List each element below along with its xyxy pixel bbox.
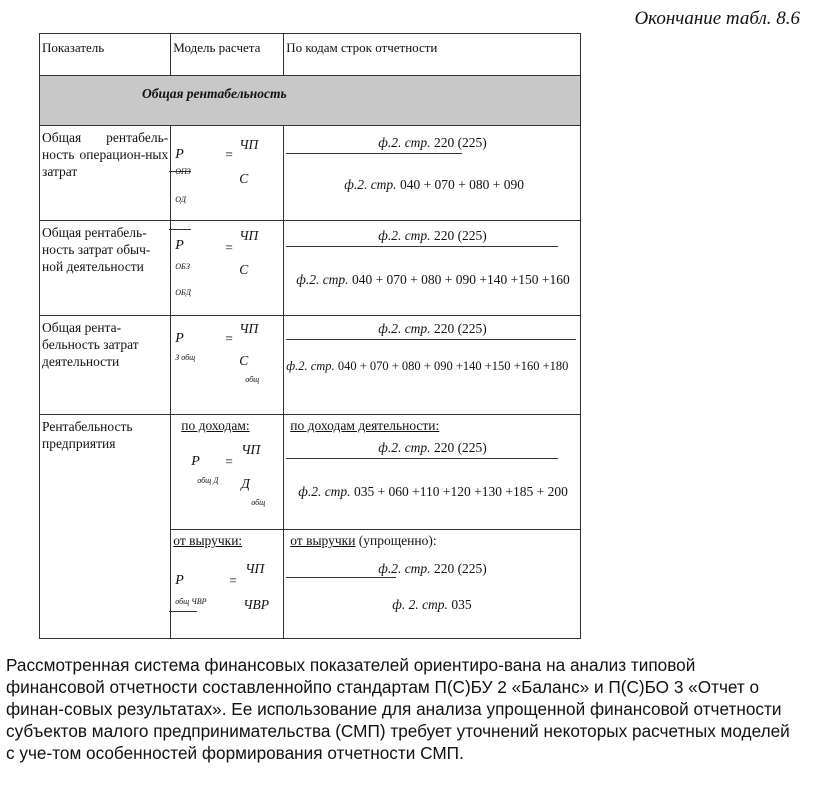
indicator-cell: Общая рента-бельность затрат деятельности: [40, 316, 171, 415]
formula: [173, 129, 281, 217]
codes-formula: [286, 129, 578, 217]
den-codes: 040 + 070 + 080 + 090: [399, 177, 525, 192]
codes-heading-line: [286, 533, 578, 549]
indicators-table: [39, 33, 581, 639]
num-prefix: ф.2. стр.: [378, 561, 431, 576]
table-row: [40, 221, 581, 316]
formula-denominator: Д: [241, 476, 250, 491]
den-prefix: ф.2. стр.: [298, 484, 351, 499]
formula-lhs: Р: [175, 331, 184, 346]
codes-heading: по доходам деятельности:: [290, 418, 440, 433]
formula-eq: =: [229, 573, 237, 588]
formula-numerator: ЧП: [245, 561, 265, 576]
formula-lhs: Р: [175, 238, 184, 253]
header-codes: По кодам строк отчетности: [284, 34, 581, 76]
model-cell: [171, 126, 284, 221]
den-codes: 040 + 070 + 080 + 090 +140 +150 +160: [351, 272, 570, 287]
model-heading: по доходам:: [181, 418, 250, 433]
formula: [173, 549, 281, 629]
formula-numerator: ЧП: [239, 228, 259, 243]
formula-lhs-sub: З общ: [175, 353, 196, 362]
indicator-cell: Общая рентабель-ность операцион-ных затрат: [40, 126, 171, 221]
formula-lhs-sub: ОБЗ: [175, 262, 191, 271]
formula: [173, 434, 281, 520]
formula-numerator: ЧП: [239, 137, 259, 152]
formula-lhs: Р: [175, 147, 184, 162]
body-paragraph: Рассмотренная система финансовых показателей ориентиро-вана на анализ типовой финансовой отчетности составленнойпо стандартам П(С)БУ 2 «Баланс» и П(С)БО 3 «Отчет о финан-совых результатах». Ее использование для анализа упрощенной финансовой отчетности субъектов малого предпринимательства (СМП) требует уточнений некоторых расчетных моделей с уче-том особенностей формирования отчетности СМП.: [6, 655, 790, 763]
codes-heading-suffix: (упрощенно):: [355, 533, 437, 548]
table-row: [40, 316, 581, 415]
formula-eq: =: [225, 147, 233, 162]
num-codes: 220 (225): [433, 561, 487, 576]
formula-lhs-sub: ОПЗ: [175, 167, 191, 176]
num-codes: 220 (225): [433, 228, 487, 243]
formula-numerator: ЧП: [241, 442, 261, 457]
model-cell: [171, 530, 284, 639]
formula-lhs-sub: общ Д: [197, 476, 219, 485]
table-row: [40, 415, 581, 530]
codes-formula: [286, 434, 578, 520]
num-prefix: ф.2. стр.: [378, 321, 431, 336]
codes-cell: [284, 530, 581, 639]
num-codes: 220 (225): [433, 135, 487, 150]
codes-cell: [284, 221, 581, 316]
indicator-cell: Рентабельность предприятия: [40, 415, 171, 639]
model-cell: [171, 221, 284, 316]
indicator-cell: Общая рентабель-ность затрат обыч-ной деятельности: [40, 221, 171, 316]
formula-denominator: С: [239, 171, 249, 186]
section-title: Общая рентабельность: [40, 76, 581, 126]
table-header-row: [40, 34, 581, 76]
formula-numerator: ЧП: [239, 321, 259, 336]
codes-cell: [284, 415, 581, 530]
codes-formula: [286, 319, 578, 411]
formula-eq: =: [225, 331, 233, 346]
num-codes: 220 (225): [433, 440, 487, 455]
formula-lhs-sub: общ ЧВР: [175, 597, 207, 606]
codes-formula: [286, 549, 578, 629]
codes-heading: от выручки: [290, 533, 356, 548]
codes-formula: [286, 224, 578, 312]
num-prefix: ф.2. стр.: [378, 135, 431, 150]
den-prefix: ф.2. стр.: [286, 359, 335, 373]
codes-cell: [284, 126, 581, 221]
den-prefix: ф.2. стр.: [344, 177, 397, 192]
den-prefix: ф.2. стр.: [296, 272, 349, 287]
num-prefix: ф.2. стр.: [378, 440, 431, 455]
formula: [173, 319, 281, 411]
den-prefix: ф. 2. стр.: [392, 597, 448, 612]
table-caption: Окончание табл. 8.6: [634, 8, 800, 29]
formula-den-sub: общ: [245, 375, 260, 384]
model-cell: [171, 316, 284, 415]
formula: [173, 224, 281, 312]
num-codes: 220 (225): [433, 321, 487, 336]
formula-den-sub: общ: [251, 498, 266, 507]
formula-lhs: Р: [175, 573, 184, 588]
header-model: Модель расчета: [171, 34, 284, 76]
den-codes: 040 + 070 + 080 + 090 +140 +150 +160 +180: [337, 359, 569, 373]
formula-eq: =: [225, 240, 233, 255]
formula-denominator: С: [239, 262, 249, 277]
den-codes: 035 + 060 +110 +120 +130 +185 + 200: [353, 484, 568, 499]
formula-lhs: Р: [191, 454, 200, 469]
formula-denominator: С: [239, 353, 249, 368]
formula-den-sub: ОБД: [175, 288, 191, 297]
formula-denominator: ЧВР: [243, 597, 270, 612]
codes-cell: [284, 316, 581, 415]
model-heading: от выручки:: [173, 533, 243, 548]
header-indicator: Показатель: [40, 34, 171, 76]
formula-den-sub: ОД: [175, 195, 186, 204]
num-prefix: ф.2. стр.: [378, 228, 431, 243]
table-row: [40, 126, 581, 221]
formula-eq: =: [225, 454, 233, 469]
den-codes: 035: [451, 597, 472, 612]
section-row: [40, 76, 581, 126]
model-cell: [171, 415, 284, 530]
